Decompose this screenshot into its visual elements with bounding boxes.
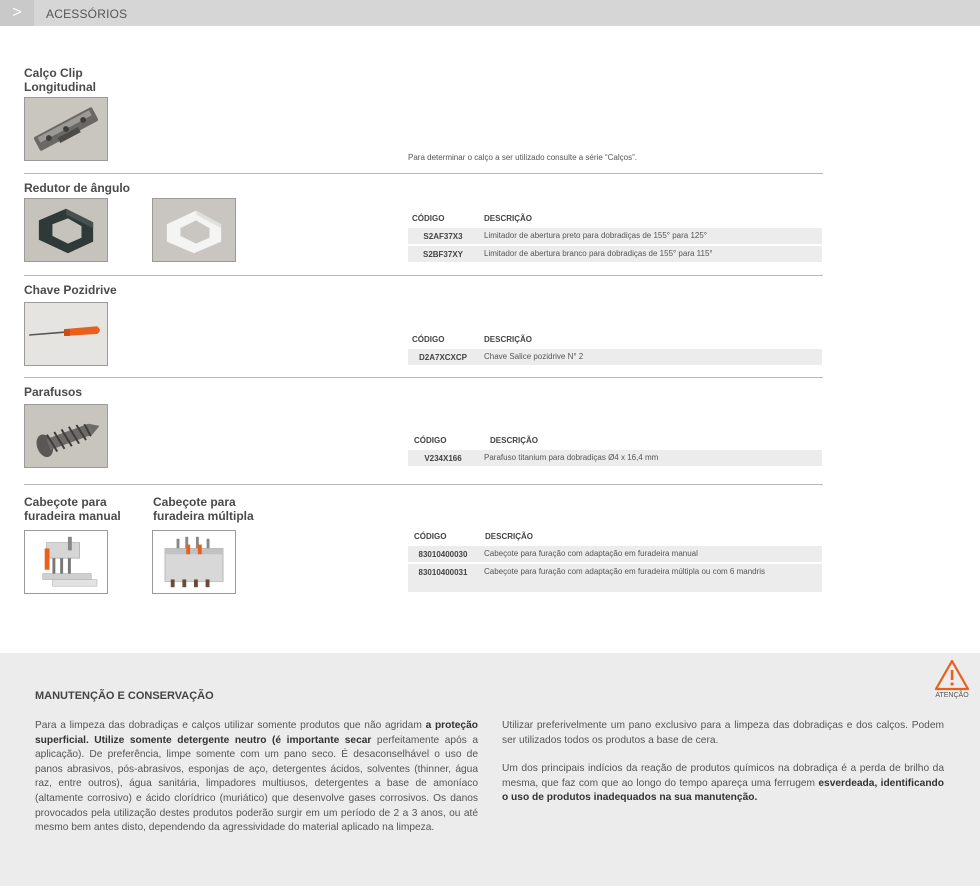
calco-note: Para determinar o calço a ser utilizado consulte a série “Calços”.: [408, 153, 637, 162]
chevron-right-icon[interactable]: >: [0, 0, 34, 26]
row-code: 83010400030: [418, 550, 468, 559]
maintenance-right-text: [502, 719, 944, 806]
table-header: [408, 432, 822, 450]
row-desc: Parafuso titanium para dobradiças Ø4 x 16,4 mm: [484, 453, 659, 462]
section-header: [0, 0, 980, 26]
calco-label-line1: Calço Clip: [24, 66, 83, 80]
row-desc: Cabeçote para furação com adaptação em furadeira múltipla ou com 6 mandris: [484, 567, 766, 576]
table-row: [408, 546, 822, 562]
col-desc-header: DESCRIÇÃO: [490, 436, 539, 445]
parafuso-image: [24, 404, 108, 468]
col-code-header: CÓDIGO: [414, 532, 447, 541]
col-code-header: CÓDIGO: [414, 436, 447, 445]
redutor-label: Redutor de ângulo: [24, 181, 130, 195]
redutor-table: [408, 210, 822, 264]
cabecote-multipla-label: [153, 495, 254, 523]
warning-badge: [928, 657, 976, 703]
table-header: [408, 331, 822, 349]
warning-triangle-icon: [928, 657, 976, 693]
cabecote-multipla-image: [152, 530, 236, 594]
row-desc: Limitador de abertura preto para dobradiças de 155° para 125°: [484, 231, 707, 240]
parafusos-label: Parafusos: [24, 385, 83, 399]
redutor-branco-image: [152, 198, 236, 262]
maintenance-section: [0, 653, 980, 886]
row-code: D2A7XCXCP: [418, 353, 467, 362]
chave-table: [408, 331, 822, 367]
divider: [24, 173, 823, 174]
table-row: [408, 564, 822, 592]
table-header: [408, 528, 822, 546]
left-text-1: Para a limpeza das dobradiças e calços utilizar somente produtos que não agridam: [35, 720, 426, 731]
cabecote-multipla-label-line2: furadeira múltipla: [153, 509, 254, 523]
table-row: [408, 246, 822, 262]
cabecote-table: [408, 528, 822, 594]
table-row: [408, 450, 822, 466]
divider: [24, 275, 823, 276]
cabecote-manual-image: [24, 530, 108, 594]
calco-label: [24, 66, 96, 94]
cabecote-manual-label-line2: furadeira manual: [24, 509, 121, 523]
cabecote-manual-label: [24, 495, 121, 523]
right-paragraph-2: [502, 762, 944, 806]
row-code: V234X166: [424, 454, 462, 463]
col-code-header: CÓDIGO: [412, 335, 445, 344]
row-code: S2AF37X3: [423, 232, 463, 241]
section-title: ACESSÓRIOS: [46, 7, 128, 21]
divider: [24, 377, 823, 378]
left-bold: a proteção superficial. Utilize somente detergente neutro (é importante secar: [35, 720, 478, 746]
cabecote-multipla-label-line1: Cabeçote para: [153, 495, 236, 509]
col-desc-header: DESCRIÇÃO: [485, 532, 534, 541]
maintenance-title: MANUTENÇÃO E CONSERVAÇÃO: [35, 690, 214, 702]
chave-image: [24, 302, 108, 366]
calco-clip-image: [24, 97, 108, 161]
table-header: [408, 210, 822, 228]
parafusos-table: [408, 432, 822, 468]
left-text-2: perfeitamente após a aplicação). De preferência, limpe somente com um pano seco. É desaconselhável o uso de panos abrasivos, pós-abrasivos, esponjas de aço, detergentes ácidos, solventes (thinner, água raz, entre outros), água sanitária, limpadores multiusos, detergentes a base de amoníaco (altamente corrosivo) e ácido clorídrico (muriático) que desenvolve gases corrosivos. Os danos provocados pela utilização destes produtos poderão surgir em um período de 2 a 3 anos, ou até mesmo bem antes disto, dependendo da agressividade do material aplicado na limpeza.: [35, 734, 479, 834]
col-desc-header: DESCRIÇÃO: [484, 335, 533, 344]
row-desc: Limitador de abertura branco para dobradiças de 155° para 115°: [484, 249, 713, 258]
right-p2-bold: esverdeada, identificando o uso de produtos inadequados na sua manutenção.: [502, 777, 944, 804]
right-p2-text: Um dos principais indícios da reação de produtos químicos na dobradiça é a perda de brilho da mesma, que faz com que ao longo do tempo apareça uma ferrugem: [502, 763, 944, 789]
divider: [24, 484, 823, 485]
row-code: S2BF37XY: [422, 250, 464, 259]
redutor-preto-image: [24, 198, 108, 262]
calco-label-line2: Longitudinal: [24, 80, 96, 94]
row-desc: Cabeçote para furação com adaptação em furadeira manual: [484, 549, 698, 558]
row-desc: Chave Salice pozidrive N° 2: [484, 352, 584, 361]
right-paragraph-1: Utilizar preferivelmente um pano exclusivo para a limpeza das dobradiças e dos calços. Podem ser utilizados todos os produtos a base de cera.: [502, 720, 944, 746]
table-row: [408, 228, 822, 244]
row-code: 83010400031: [418, 568, 468, 577]
warning-label: ATENÇÃO: [935, 692, 969, 699]
col-code-header: CÓDIGO: [412, 214, 445, 223]
cabecote-manual-label-line1: Cabeçote para: [24, 495, 107, 509]
chave-label: Chave Pozidrive: [24, 283, 117, 297]
table-row: [408, 349, 822, 365]
col-desc-header: DESCRIÇÃO: [484, 214, 533, 223]
maintenance-left-text: [35, 719, 478, 836]
maintenance-left-paragraph: [35, 719, 478, 836]
